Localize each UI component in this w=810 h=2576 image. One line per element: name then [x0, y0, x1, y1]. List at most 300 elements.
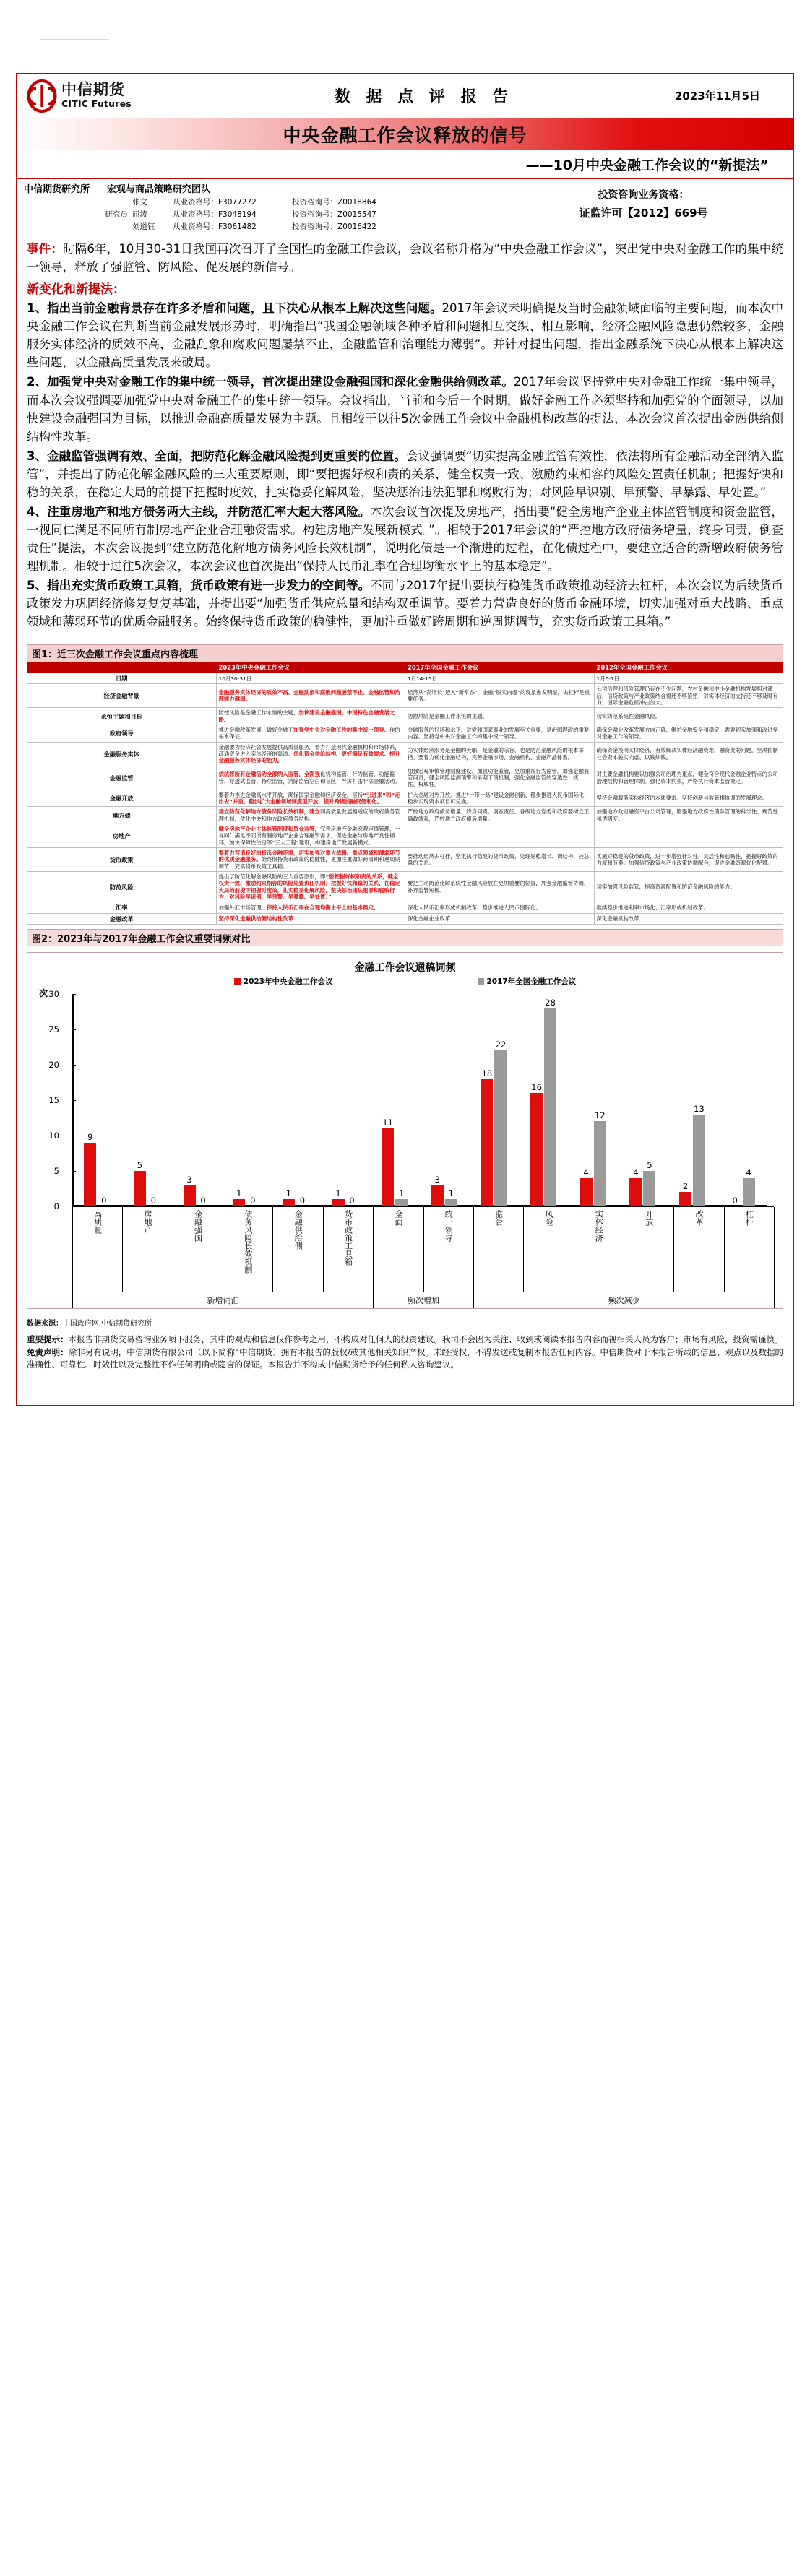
table-row-label: 汇率: [27, 902, 217, 913]
table-cell-fragment: 切实加强风险监管，提高资源配置和防范金融风险的能力。: [596, 883, 736, 890]
authors-left: [17, 181, 494, 232]
bar-group: [72, 994, 122, 1206]
table-cell-fragment: 优化资金供给结构、更好满足有效需求、提升金融服务实体经济的能力。: [218, 751, 400, 764]
table-cell-fragment: 1月6-7日: [596, 675, 620, 682]
author-role: [24, 221, 132, 232]
x-axis-label-text: 改革: [694, 1209, 705, 1226]
chart-title: 金融工作会议通稿词频: [354, 961, 456, 974]
author-name: 刘道钰: [132, 222, 155, 231]
important-notice: [27, 1334, 783, 1345]
x-axis-label: [122, 1207, 173, 1292]
table-cell-fragment: 严控地方政府债务增量，终身问责，倒查责任。各级地方党委和政府要树立正确政绩观，严控地方政府债务增量。: [408, 808, 590, 822]
point-paragraph-3: [27, 447, 783, 501]
table-cell-fragment: 加强地方政府融资平台公司管理，增强地方政府性债务管理的科学性、规范性和透明度。: [596, 808, 778, 822]
table-cell-2017: [405, 807, 595, 824]
x-axis-label-text: 统一领导: [444, 1209, 454, 1242]
page-subtitle: ——10月中央金融工作会议的“新提法”: [525, 157, 769, 173]
bar-group: [370, 994, 420, 1206]
bar-value-label: 11: [382, 1118, 393, 1128]
bar-group: [519, 994, 569, 1206]
table-row: [27, 848, 783, 872]
x-axis-label-text: 全面: [393, 1209, 403, 1226]
table-row: [27, 708, 783, 725]
table-row-label: 金融改革: [27, 913, 217, 924]
author-investment-no: 投资咨询号：Z0018864: [292, 198, 376, 207]
bar-value-label: 1: [335, 1188, 341, 1199]
x-axis-label-text: 债务风险长效机制: [243, 1209, 253, 1274]
table-cell-2017: [405, 790, 595, 807]
point-1-bold: 1、指出当前金融背景存在许多矛盾和问题，且下决心从根本上解决这些问题。: [27, 301, 442, 316]
comparison-table-body: [27, 673, 783, 925]
table-cell-fragment: 坚持深化金融供给侧结构性改革: [218, 915, 293, 922]
bar-2023: [184, 1174, 196, 1206]
author-row: [24, 221, 494, 232]
x-axis-label-text: 杠杆: [744, 1209, 754, 1226]
table-cell-fragment: 坚持金融服务实体经济的本质要求。坚持创新与监管相协调的发展理念。: [596, 795, 768, 802]
col-head-2012: 2012年全国金融工作会议: [594, 662, 783, 673]
bar-value-label: 1: [448, 1188, 454, 1199]
bar-group: [618, 994, 668, 1206]
x-axis-group-annotations: [72, 1292, 774, 1308]
point-5-bold: 5、指出充实货币政策工具箱，货币政策有进一步发力的空间等。: [27, 579, 371, 593]
table-cell-fragment: 7月14-15日: [408, 675, 437, 682]
table-cell-fragment: 确保资金投向实体经济，有效解决实体经济融资难、融资贵的问题。坚决抑制社会资本脱实向虚、以钱炒钱。: [596, 747, 778, 761]
author-qualification: 从业资格号：F3061482: [173, 222, 257, 231]
table-cell-fragment: “引进来”和“走出去”并重，稳步扩大金融领域制度型开放，提升跨境投融资便利化。: [218, 791, 400, 805]
table-cell-2017: [405, 872, 595, 902]
table-cell-2012: [594, 902, 783, 913]
chart-bars-container: [72, 994, 767, 1206]
author-role: 研究员: [105, 210, 128, 219]
word-frequency-chart: [27, 952, 783, 1309]
table-cell-2017: [405, 742, 595, 766]
license-label: 投资咨询业务资格：: [598, 189, 689, 201]
table-row-label: 经济金融背景: [27, 684, 217, 708]
table-cell-fragment: 加快建设金融强国、中国特色金融发展之路。: [218, 709, 395, 723]
table-cell-fragment: 确保金融业改革发展方向正确，维护金融安全和稳定，需要切实加强和改进党对金融工作的领导。: [596, 727, 778, 740]
bar-value-label: 3: [434, 1174, 440, 1185]
table-cell-fragment: 要着力推进金融高水平开放，确保国家金融和经济安全。坚持: [218, 791, 363, 798]
table-row: [27, 807, 783, 824]
logo-text-cn: 中信期货: [61, 81, 125, 98]
table-cell-2023: [216, 725, 405, 743]
table-row-label: 金融开放: [27, 790, 217, 807]
table-cell-fragment: 防控风险是金融工作永恒的主题。: [408, 713, 488, 720]
x-axis-label-text: 风险: [544, 1209, 554, 1226]
table-cell-fragment: 要把主动防范化解系统性金融风险放在更加重要的位置，加强金融监管协调，补齐监管短板。: [408, 880, 590, 894]
x-axis-label: [72, 1207, 123, 1292]
table-row: [27, 673, 783, 684]
table-cell-fragment: 公司治理和风险管理仍存在不少问题，农村金融和中小金融机构发展相对滞后，信贷政策与产业政策结合得还不够紧密，对实体经济的支持还不够及时有力，国际金融危机冲击加大。: [596, 686, 778, 706]
table-cell-fragment: 切实防范系统性金融风险。: [596, 713, 661, 720]
author-name: 屈涛: [132, 210, 147, 219]
point-5-text: 不同与2017年提出要执行稳健货币政策推动经济去杠杆，本次会议为后续货币政策发力巩固经济修复复复基础，并提出要“加强货币供应总量和结构双重调节。要着力营造良好的货币金融环境，切实加强对重大战略、重点领域和薄弱环节的优质金融服务。始终保持货币政策的稳健性，更加注重做好跨周期和逆周期调节，充实货币政策工具箱。”: [27, 579, 783, 629]
bar-group: [320, 994, 370, 1206]
table-row: [27, 872, 783, 902]
legal-disclaimer-text: 除非另有说明，中信期货有限公司（以下简称“中信期货）拥有本报告的版权/或其他相关知识产权。未经授权，不得发送或复制本报告任何内容。中信期货对于本报告所载的信息、观点以及数据的准确性、可靠性、时效性以及完整性不作任何明确或隐含的保证。本报告并不构成中信期货给予的任何私人咨询建议。: [27, 1347, 783, 1370]
table-row-label: 日期: [27, 673, 217, 684]
table-cell-fragment: 完善房地产金融宏观审慎管理，一视同仁满足不同所有制房地产企业合理融资需求，促进金融与房地产良性循环。加快保障性住房等“三大工程”建设，构建房地产发展新模式。: [218, 826, 400, 846]
bar-value-label: 0: [349, 1195, 355, 1206]
top-divider: [40, 39, 109, 40]
table-cell-fragment: 金融服务实体经济的质效不高、金融乱象和腐败问题屡禁不止、金融监管和治理能力薄弱。: [218, 689, 400, 703]
table-cell-2023: [216, 807, 405, 824]
table-cell-2023: [216, 848, 405, 872]
report-frame: [16, 73, 794, 1406]
x-axis-label-text: 房地产: [143, 1209, 153, 1234]
legend-swatch-2017: [478, 978, 484, 985]
bar-value-label: 3: [186, 1174, 192, 1185]
data-source-line: [27, 1315, 783, 1328]
bar-value-label: 0: [150, 1195, 157, 1206]
legal-disclaimer: [27, 1347, 783, 1370]
report-body: [17, 235, 793, 640]
y-tick-mark: [72, 1206, 76, 1207]
figure-2-caption: 图2：2023年与2017年金融工作会议重要词频对比: [27, 929, 783, 946]
bar-2023: [629, 1167, 642, 1206]
table-cell-fragment: 同高质量发展相适应的政府债务管理机制，优化中央和地方政府债务结构。: [218, 808, 400, 822]
bar-2017: [693, 1103, 705, 1206]
license-block: [494, 181, 793, 232]
bar-group: [668, 994, 718, 1206]
table-cell-2023: [216, 872, 405, 902]
table-cell-2012: [594, 848, 783, 872]
bar-value-label: 9: [87, 1131, 93, 1142]
point-2-text: 2017年会议坚持党中央对金融工作统一集中领导，而本次会议强调要加强党中央对金融工作的集中统一领导。会议指出，当前和今后一个时期，做好金融工作必须坚持和加强党的全面领导，以加快建设金融强国为目标，以推进金融高质量发展为主题。且相较于以往5次金融工作会议中金融机构改革的提法，本次会议首次提出金融供给侧结构性改革。: [27, 375, 783, 444]
point-1-text: 2017年会议未明确提及当时金融领域面临的主要问题，而本次中央金融工作会议在判断当前金融发展形势时，明确指出“我国金融领域各种矛盾和问题相互交织、相互影响，经济金融风险隐患仍然较多，金融服务实体经济的质效不高，金融乱象和腐败问题屡禁不止，金融监管和治理能力薄弱”。并针对提出问题，指出金融系统下决心从根本上解决这些问题，以金融高质量发展来破局。: [27, 301, 783, 370]
x-axis-label: [523, 1207, 574, 1292]
table-cell-fragment: 实施好稳健的货币政策，进一步增强针对性、灵活性和前瞻性，把握好政策的力度和节奏。加强信贷政策与产业政策协调配合，促进金融资源优化配置。: [596, 852, 778, 867]
bar-2017: [445, 1188, 457, 1206]
x-axis-label: [724, 1207, 775, 1292]
table-cell-fragment: 防控风险是金融工作永恒的主题，: [218, 709, 299, 717]
table-cell-fragment: 加强党中央对金融工作的集中统一领导。: [293, 727, 390, 734]
table-cell-fragment: 推进金融改革发展，做好金融工: [218, 727, 293, 734]
disclaimer-block: [27, 1331, 783, 1405]
bar-2017: [395, 1188, 408, 1206]
bar-group: [122, 994, 172, 1206]
table-cell-2023: [216, 902, 405, 913]
table-cell-2012: [594, 913, 783, 924]
table-cell-2017: [405, 673, 595, 684]
x-axis-label: [624, 1207, 674, 1292]
bar-value-label: 0: [250, 1195, 256, 1206]
table-cell-fragment: 10月30-31日: [218, 675, 252, 682]
event-label: 事件：: [27, 242, 63, 256]
bar-group: [271, 994, 321, 1206]
bar-group: [419, 994, 469, 1206]
y-tick-label: 25: [48, 1024, 59, 1034]
bar-2023: [283, 1188, 295, 1206]
point-3-bold: 3、金融监管强调有效、全面，把防范化解金融风险提到更重要的位置。: [27, 449, 406, 463]
bar-2023: [481, 1068, 493, 1206]
bar-2023: [134, 1159, 146, 1206]
bar-2017: [494, 1040, 507, 1206]
table-cell-2012: [594, 673, 783, 684]
legend-item-2017: [478, 976, 577, 987]
bar-2017: [594, 1110, 606, 1206]
table-header-row: [27, 662, 783, 673]
author-name: 张文: [132, 198, 147, 207]
institute-line: [24, 181, 494, 195]
bar-value-label: 5: [647, 1159, 652, 1170]
author-qualification: 从业资格号：F3048194: [173, 210, 257, 219]
col-head-2017: 2017年全国金融工作会议: [405, 662, 595, 673]
table-row-label: 货币政策: [27, 848, 217, 872]
table-row-label: 防范风险: [27, 872, 217, 902]
col-head-2023: 2023年中央金融工作会议: [216, 662, 405, 673]
bar-value-label: 1: [285, 1188, 292, 1199]
bar-group: [568, 994, 618, 1206]
table-cell-fragment: 提出了防范化解金融风险的三大重要原则，即: [218, 873, 326, 881]
y-tick-label: 15: [48, 1094, 59, 1105]
logo-text-en: CITIC Futures: [61, 98, 132, 109]
bar-2023: [84, 1131, 96, 1206]
bar-2023: [382, 1118, 394, 1206]
data-source-value: 中国政府网 中信期货研究所: [63, 1319, 152, 1328]
important-notice-text: 本报告非期货交易咨询业务项下服务，其中的观点和信息仅作参考之用，不构成对任何人的投资建议。我司不会因为关注、收到或阅读本报告内容而视相关人员为客户；市场有风险，投资需谨慎。: [68, 1334, 783, 1344]
bar-value-label: 0: [101, 1195, 107, 1206]
report-type-label: 数 据 点 评 报 告: [334, 88, 514, 106]
table-cell-2023: [216, 790, 405, 807]
col-head-blank: [27, 662, 217, 673]
event-paragraph: [27, 240, 783, 276]
bar-value-label: 2: [682, 1181, 689, 1192]
bar-group: [221, 994, 271, 1206]
group-annotation: 频次增加: [373, 1292, 474, 1308]
report-subtitle-band: [17, 150, 793, 179]
bar-value-label: 1: [398, 1188, 405, 1199]
table-row-label: 金融服务实体: [27, 742, 217, 766]
bar-group: [469, 994, 519, 1206]
table-cell-fragment: 继续稳步推进利率市场化、汇率形成机制改革。: [596, 904, 709, 911]
section-heading: 新变化和新提法：: [27, 282, 125, 298]
bar-group: [171, 994, 221, 1206]
x-axis-label-text: 货币政策工具箱: [343, 1209, 353, 1266]
table-cell-fragment: 作的根本保证。: [218, 727, 400, 740]
table-cell-2012: [594, 684, 783, 708]
bar-value-label: 4: [583, 1167, 589, 1177]
table-row: [27, 742, 783, 766]
table-cell-2017: [405, 848, 595, 872]
point-4-text: 本次会议首次提及房地产，指出要“健全房地产企业主体监管制度和资金监管，一视同仁满足不同所有制房地产企业合理融资需求。构建房地产发展新模式。”。相较于2017年会议的“严控地方政府债务增量，终身问责，倒查责任”提法，本次会议提到“建立防范化解地方债务风险长效机制”，说明化债是一个渐进的过程，在化债过程中，要建立适合的新增政府债务管理机制。相较于过往5次会议，本次会议也首次提出“保持人民币汇率在合理均衡水平上的基本稳定”。: [27, 505, 783, 574]
bar-value-label: 4: [633, 1167, 639, 1177]
table-row: [27, 902, 783, 913]
x-axis-label-text: 开放: [644, 1209, 654, 1226]
x-axis-label: [574, 1207, 624, 1292]
x-axis-label: [673, 1207, 724, 1292]
bar-2023: [679, 1181, 691, 1206]
table-cell-fragment: 经济从“高增长”迈入“新常态”，金融“脱实向虚”的现象愈发明显，去杠杆是重要任务。: [408, 689, 590, 703]
chart-plot-area: [27, 987, 775, 1211]
table-cell-2023: [216, 684, 405, 708]
table-row: [27, 725, 783, 743]
bar-2023: [332, 1188, 345, 1206]
table-cell-fragment: 加强外汇市场管理，: [218, 904, 267, 911]
table-cell-2017: [405, 902, 595, 913]
report-date: 2023年11月5日: [674, 90, 760, 103]
x-axis-label: [373, 1207, 423, 1292]
x-axis-labels: [72, 1206, 774, 1292]
comparison-table: [27, 662, 783, 925]
y-tick-label: 30: [48, 988, 59, 999]
bar-value-label: 0: [732, 1195, 738, 1206]
x-axis-label: [423, 1207, 474, 1292]
data-source-label: 数据来源：: [27, 1319, 63, 1328]
table-cell-2023: [216, 742, 405, 766]
x-axis-label-text: 实体经济: [594, 1209, 604, 1242]
point-paragraph-1: [27, 299, 783, 371]
table-cell-2017: [405, 766, 595, 790]
author-investment-no: 投资咨询号：Z0015547: [292, 210, 376, 219]
group-annotation: 新增词汇: [72, 1292, 374, 1308]
bar-2023: [530, 1082, 543, 1206]
figure-2-wrapper: [27, 929, 783, 946]
legend-item-2023: [234, 976, 333, 987]
y-tick-label: 10: [48, 1130, 59, 1141]
table-cell-fragment: 加强宏观审慎管理制度建设，加强功能监管，更加重视行为监管。加强金融监管问责，健全风险监测预警和早期干预机制，强化金融监管的穿透性、统一性、权威性。: [408, 767, 590, 788]
table-cell-2017: [405, 708, 595, 725]
footer-spacer: [27, 1372, 783, 1405]
bar-value-label: 5: [137, 1159, 143, 1170]
bar-value-label: 0: [299, 1195, 306, 1206]
x-axis-label-text: 金融强国: [193, 1209, 203, 1242]
citic-logo-icon: [27, 79, 57, 113]
table-cell-fragment: 金融要为经济社会发展提供高质量服务。着力打造现代金融机构和市场体系，疏通资金进入实体经济的渠道。: [218, 743, 400, 758]
bar-value-label: 12: [594, 1110, 606, 1121]
table-row: [27, 684, 783, 708]
table-row-label: 金融监管: [27, 766, 217, 790]
table-row-label: 永恒主题和目标: [27, 708, 217, 725]
bar-value-label: 28: [545, 997, 556, 1008]
table-row: [27, 913, 783, 924]
table-cell-fragment: 对主要金融机构要以加强公司治理为重点，健全符合现代金融企业特点的公司治理结构和管理体制。强化资本约束，严格执行资本监管规定。: [596, 771, 778, 785]
table-row-label: 政府领导: [27, 725, 217, 743]
license-number: 证监许可【2012】669号: [579, 207, 708, 220]
author-row: [24, 209, 494, 220]
chart-legend: [27, 976, 783, 987]
group-annotation: 频次减少: [473, 1292, 775, 1308]
x-axis-label: [323, 1207, 374, 1292]
bar-2017: [643, 1159, 655, 1206]
point-paragraph-4: [27, 503, 783, 575]
table-cell-fragment: 深化金融机构改革: [596, 915, 639, 922]
table-cell-2023: [216, 766, 405, 790]
point-4-bold: 4、注重房地产和地方债务两大主线，并防范汇率大起大落风险。: [27, 505, 371, 519]
point-paragraph-2: [27, 373, 783, 445]
table-cell-fragment: 依法将所有金融活动全部纳入监管，全面强: [218, 771, 320, 778]
author-qualification: 从业资格号：F3077272: [173, 198, 257, 207]
legal-disclaimer-label: 免责声明：: [27, 1347, 69, 1358]
y-tick-label: 5: [53, 1165, 59, 1176]
legend-swatch-2023: [234, 978, 241, 985]
bar-value-label: 0: [200, 1195, 206, 1206]
table-cell-2023: [216, 824, 405, 848]
table-cell-fragment: 深化金融企业改革: [408, 915, 451, 922]
page-title: 中央金融工作会议释放的信号: [283, 124, 527, 146]
table-row-label: 房地产: [27, 824, 217, 848]
table-cell-2012: [594, 790, 783, 807]
chart-bar-groups: [72, 994, 767, 1206]
figure-1-wrapper: [27, 644, 783, 925]
team-name: 宏观与商品策略研究团队: [107, 184, 211, 195]
authors-block: [17, 179, 793, 235]
table-row: [27, 790, 783, 807]
bar-value-label: 18: [481, 1068, 493, 1079]
table-cell-fragment: 为实体经济服务是金融的天职，是金融的宗旨，也是防范金融风险的根本举措。要着力优化金融结构，完善金融市场、金融机构、金融产品体系。: [408, 747, 584, 761]
table-cell-2012: [594, 725, 783, 743]
legend-label-2023: 2023年中央金融工作会议: [243, 977, 333, 986]
table-row: [27, 824, 783, 848]
x-axis-label-text: 金融供给侧: [293, 1209, 303, 1250]
bar-2017: [544, 997, 556, 1206]
table-cell-2017: [405, 913, 595, 924]
table-cell-fragment: 要推动经济去杠杆，坚定执行稳健的货币政策，处理好稳增长、调结构、控总量的关系。: [408, 852, 590, 867]
table-cell-fragment: 始终保持货币政策的稳健性，更加注重做好跨周期和逆周期调节，充实货币政策工具箱。: [218, 856, 400, 870]
table-cell-2023: [216, 673, 405, 684]
table-cell-fragment: 保持人民币汇率在合理均衡水平上的基本稳定。: [267, 904, 379, 911]
table-cell-fragment: 要着力营造良好的货币金融环境，切实加强对重大战略、重点领域和薄弱环节的优质金融服务。: [218, 850, 400, 863]
x-axis-label-text: 高质量: [92, 1209, 103, 1234]
x-axis-label: [272, 1207, 323, 1292]
table-cell-2012: [594, 766, 783, 790]
y-tick-label: 0: [53, 1201, 59, 1211]
author-role: [24, 196, 132, 207]
table-cell-fragment: 建立防范化解地方债务风险长效机制，建立: [218, 808, 320, 816]
bar-value-label: 1: [236, 1188, 242, 1199]
figure-1-caption: 图1：近三次金融工作会议重点内容梳理: [27, 644, 783, 662]
table-cell-2012: [594, 807, 783, 824]
table-cell-fragment: 扩大金融对外开放。推进“一带一路”建设金融创新，稳步推进人民币国际化，稳步实现资本项目可兑换。: [408, 791, 590, 805]
bar-value-label: 22: [495, 1040, 507, 1050]
legend-label-2017: 2017年全国金融工作会议: [486, 977, 577, 986]
table-cell-2023: [216, 708, 405, 725]
y-axis-unit-label: 次: [39, 987, 48, 998]
bar-value-label: 16: [531, 1082, 542, 1093]
point-2-bold: 2、加强党中央对金融工作的集中统一领导，首次提出建设金融强国和深化金融供给侧改革。: [27, 375, 514, 389]
table-cell-2012: [594, 872, 783, 902]
author-investment-no: 投资咨询号：Z0016422: [292, 222, 376, 231]
bar-2017: [743, 1167, 755, 1206]
bar-2023: [431, 1174, 444, 1206]
report-title-band: [17, 118, 793, 150]
report-header: [17, 74, 793, 118]
table-cell-2017: [405, 824, 595, 848]
author-row: [24, 196, 494, 207]
important-notice-label: 重要提示：: [27, 1334, 69, 1344]
table-cell-fragment: 健全房地产企业主体监管制度和资金监管，: [218, 826, 320, 833]
table-cell-2012: [594, 708, 783, 725]
bar-group: [717, 994, 767, 1206]
x-axis-label: [223, 1207, 273, 1292]
table-cell-2012: [594, 824, 783, 848]
institute-name: 中信期货研究所: [24, 184, 90, 195]
x-axis-label: [173, 1207, 223, 1292]
table-row: [27, 766, 783, 790]
table-cell-2017: [405, 684, 595, 708]
report-page: [0, 39, 810, 1413]
bar-2023: [233, 1188, 245, 1206]
table-cell-2017: [405, 725, 595, 743]
table-cell-fragment: “要把握好权和责的关系，健全权责一致、激励约束相容的风险处置责任机制；把握好快和稳的关系，在稳定大局的前提下把握时度效，扎实稳妥化解风险，坚决惩治违法犯罪和腐败行为；对风险早识别、早预警、早暴露、早处置。”: [218, 873, 400, 900]
table-cell-fragment: 金融服务的好坏和水平，对党和国家事业的发展至关重要，是治国理政的重要内容。坚持党中央对金融工作的集中统一领导。: [408, 727, 590, 740]
table-cell-2012: [594, 742, 783, 766]
table-cell-2023: [216, 913, 405, 924]
point-3-text: 会议强调要“切实提高金融监管有效性，依法将所有金融活动全部纳入监管”，并提出了防范化解金融风险的三大重要原则，即“要把握好权和责的关系，健全权责一致、激励约束相容的风险处置责任机制；把握好快和稳的关系，在稳定大局的前提下把握时度效，扎实稳妥化解风险，坚决惩治违法犯罪和腐败行为；对风险早识别、早预警、早暴露、早处置。”: [27, 449, 783, 499]
table-row-label: 地方债: [27, 807, 217, 824]
table-cell-fragment: 化机构监管、行为监管、功能监管、穿透式监管、持续监管，消除监管空白和盲区，严厉打击非法金融活动。: [218, 771, 400, 785]
bar-value-label: 4: [746, 1167, 751, 1177]
